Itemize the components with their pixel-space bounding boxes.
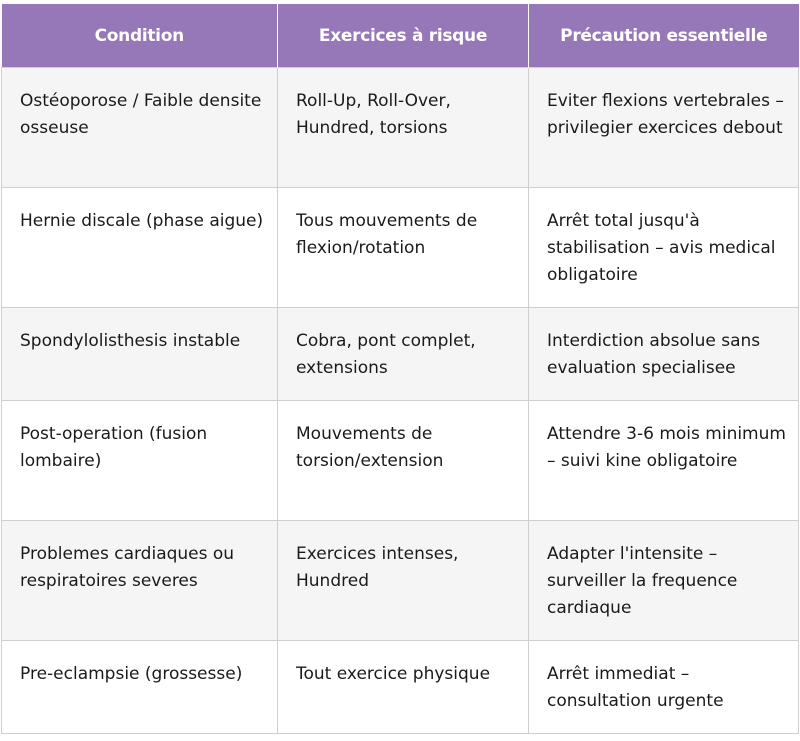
table-row [2, 521, 799, 641]
precautions-table [1, 4, 799, 734]
cell-exercices: Tout exercice physique [278, 641, 529, 734]
table-row [2, 641, 799, 734]
cell-precaution: Eviter flexions vertebrales – privilegier exercices debout [529, 68, 799, 188]
table-row [2, 68, 799, 188]
cell-exercices: Mouvements de torsion/extension [278, 401, 529, 521]
cell-condition: Ostéoporose / Faible densite osseuse [2, 68, 278, 188]
table-row [2, 188, 799, 308]
table-row [2, 401, 799, 521]
header-condition: Condition [2, 4, 278, 68]
cell-condition: Problemes cardiaques ou respiratoires severes [2, 521, 278, 641]
cell-exercices: Cobra, pont complet, extensions [278, 308, 529, 401]
cell-condition: Post-operation (fusion lombaire) [2, 401, 278, 521]
cell-precaution: Adapter l'intensite – surveiller la frequence cardiaque [529, 521, 799, 641]
cell-condition: Pre-eclampsie (grossesse) [2, 641, 278, 734]
cell-condition: Spondylolisthesis instable [2, 308, 278, 401]
cell-exercices: Exercices intenses, Hundred [278, 521, 529, 641]
cell-precaution: Arrêt immediat – consultation urgente [529, 641, 799, 734]
cell-exercices: Roll-Up, Roll-Over, Hundred, torsions [278, 68, 529, 188]
cell-precaution: Interdiction absolue sans evaluation specialisee [529, 308, 799, 401]
header-precaution: Précaution essentielle [529, 4, 799, 68]
header-exercices: Exercices à risque [278, 4, 529, 68]
cell-precaution: Attendre 3-6 mois minimum – suivi kine obligatoire [529, 401, 799, 521]
cell-exercices: Tous mouvements de flexion/rotation [278, 188, 529, 308]
cell-precaution: Arrêt total jusqu'à stabilisation – avis medical obligatoire [529, 188, 799, 308]
cell-condition: Hernie discale (phase aigue) [2, 188, 278, 308]
table-header-row [2, 4, 799, 68]
table-row [2, 308, 799, 401]
